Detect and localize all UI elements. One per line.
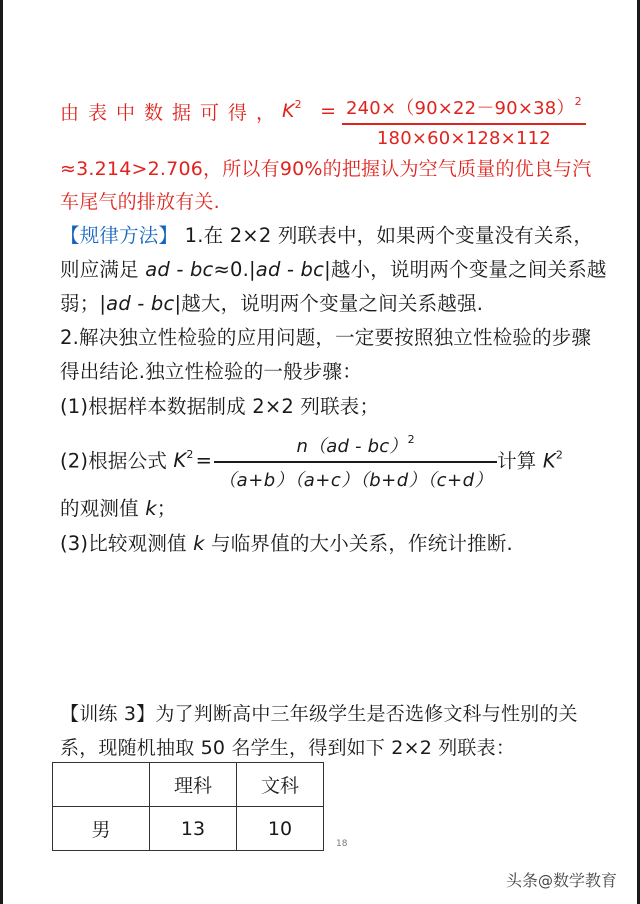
table-cell: 13 xyxy=(150,807,237,851)
method-paragraph-2-line-1: 2.解决独立性检验的应用问题，一定要按照独立性检验的步骤 xyxy=(60,326,592,349)
table-header-cell: 理科 xyxy=(150,763,237,807)
fraction-denominator: 180×60×128×112 xyxy=(376,127,551,149)
solution-line-2: ≈3.214>2.706，所以有90%的把握认为空气质量的优良与汽 xyxy=(60,158,592,180)
method-step-2: (2)根据公式 $K^2$ = $\frac{n(ad - bc)^2}{(a+b)(a+c)(b+d)(c+d)}$ 计算 $K^2$ xyxy=(60,433,564,491)
k-squared-symbol-2: $K^2$ xyxy=(173,448,194,473)
fraction-bar xyxy=(342,123,586,125)
source-watermark: 头条@数学教育 xyxy=(506,871,618,890)
method-tag: 【规律方法】 xyxy=(60,224,179,247)
table-header-row xyxy=(53,763,324,807)
solution-line-3: 车尾气的排放有关. xyxy=(60,191,220,213)
method-paragraph-1-line-1: 【规律方法】 1.在 2×2 列联表中，如果两个变量没有关系， xyxy=(60,224,594,247)
table-header-cell: 文科 xyxy=(237,763,324,807)
method-paragraph-1-line-2: 则应满足 ad - bc≈0.|ad - bc|越小，说明两个变量之间关系越 xyxy=(60,258,607,281)
exercise-line-2: 系，现随机抽取 50 名学生，得到如下 2×2 列联表： xyxy=(60,737,516,759)
method-step-1: (1)根据样本数据制成 2×2 列联表； xyxy=(60,395,380,418)
method-paragraph-2-line-2: 得出结论.独立性检验的一般步骤： xyxy=(60,360,362,383)
chi-square-fraction xyxy=(342,94,586,149)
table-header-cell xyxy=(53,763,150,807)
step2-fraction-bar xyxy=(214,461,497,463)
page-number: 18 xyxy=(336,839,348,849)
method-step-2-continued: 的观测值 k； xyxy=(60,497,177,520)
equals-sign: = xyxy=(320,100,337,122)
step2-fraction-denominator: （a+b）（a+c）（b+d）（c+d） xyxy=(218,469,494,491)
method-step-3: (3)比较观测值 k 与临界值的大小关系，作统计推断. xyxy=(60,532,513,555)
method-paragraph-1-line-3: 弱；|ad - bc|越大，说明两个变量之间关系越强. xyxy=(60,292,484,315)
fraction-numerator: $240\times(90\times 22-90\times 38)^2$ xyxy=(346,95,582,119)
solution-lead-text: 由表中数据可得， xyxy=(60,102,285,124)
step2-formula-fraction xyxy=(214,432,497,492)
exercise-tag: 【训练 3】 xyxy=(60,703,156,725)
step2-fraction-numerator: n（ad - bc）$^2$ xyxy=(296,433,415,457)
left-border xyxy=(0,0,3,904)
k-squared-symbol: $K^2$ = xyxy=(282,98,337,122)
table-cell: 男 xyxy=(53,807,150,851)
solution-formula-row xyxy=(60,95,582,149)
contingency-table xyxy=(52,762,324,851)
exercise-line-1: 【训练 3】为了判断高中三年级学生是否选修文科与性别的关 xyxy=(60,703,578,725)
table-cell: 10 xyxy=(237,807,324,851)
table-row xyxy=(53,807,324,851)
